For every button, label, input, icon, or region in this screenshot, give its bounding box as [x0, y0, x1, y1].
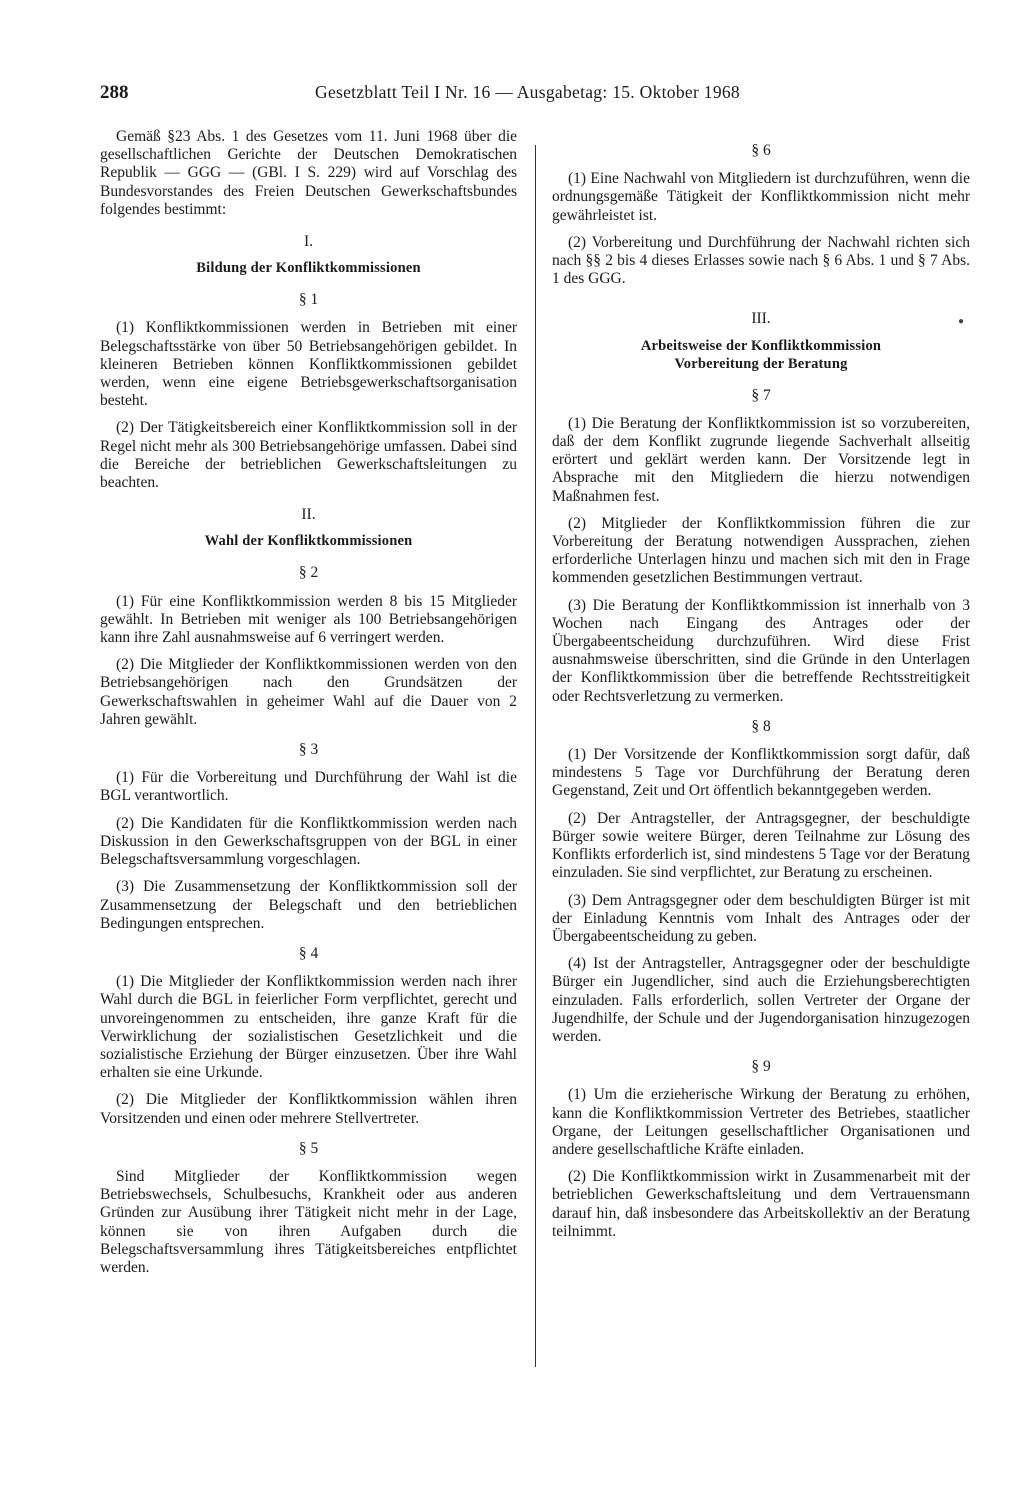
part-subtitle-3: Vorbereitung der Beratung: [674, 355, 848, 372]
section-sign-6: § 6: [751, 142, 771, 159]
part-title-2: Wahl der Konfliktkommissionen: [204, 533, 413, 550]
right-column: [552, 128, 970, 1250]
section-sign-1: § 1: [298, 291, 319, 309]
paragraph: (1) Eine Nachwahl von Mitgliedern ist durchzuführen, wenn die ordnungsgemäße Tätigkeit der Konfliktkommission nicht mehr gewährleistet ist.: [552, 170, 970, 224]
part-numeral-1: I.: [303, 233, 314, 251]
section-sign-4: § 4: [298, 944, 319, 962]
paragraph: (1) Die Beratung der Konfliktkommission ist so vorzubereiten, daß der dem Konflikt zugrunde liegende Sachverhalt allseitig erörtert und geklärt werden kann. Der Vorsitzende legt in Absprache mit den Mitgliedern die hierzu notwendigen Maßnahmen fest.: [552, 414, 970, 505]
paragraph: (2) Die Mitglieder der Konfliktkommission wählen ihren Vorsitzenden und einen oder mehrere Stellvertreter.: [100, 1091, 517, 1127]
paragraph: (1) Die Mitglieder der Konfliktkommission werden nach ihrer Wahl durch die BGL in feierlicher Form verpflichtet, gerecht und unvoreingenommen zu entscheiden, ihre ganze Kraft für die Verwirklichung der sozialistischen Gesetzlichkeit und die sozialistische Erziehung der Bürger einzusetzen. Über ihre Wahl erhalten sie eine Urkunde.: [100, 973, 517, 1082]
paragraph: (2) Die Kandidaten für die Konfliktkommission werden nach Diskussion in den Gewerkschaftsgruppen von der BGL in einer Belegschaftsversammlung vorgeschlagen.: [100, 814, 517, 869]
section-sign-5: § 5: [298, 1139, 319, 1157]
page-number: 288: [100, 82, 129, 103]
part-title-1: Bildung der Konfliktkommissionen: [196, 260, 421, 277]
paragraph: (1) Für die Vorbereitung und Durchführung der Wahl ist die BGL verantwortlich.: [100, 769, 517, 805]
paragraph: (1) Der Vorsitzende der Konfliktkommission sorgt dafür, daß mindestens 5 Tage vor Durchführung der Beratung deren Gegenstand, Zeit und Ort öffentlich bekanntgegeben werden.: [552, 746, 970, 800]
gazette-title: Gesetzblatt Teil I Nr. 16 — Ausgabetag: 15. Oktober 1968: [315, 82, 740, 102]
paragraph: (1) Für eine Konfliktkommission werden 8 bis 15 Mitglieder gewählt. In Betrieben mit weniger als 100 Betriebsangehörigen kann ihre Zahl ausnahmsweise auf 6 verringert werden.: [100, 592, 517, 647]
paragraph: (4) Ist der Antragsteller, Antragsgegner oder der beschuldigte Bürger ein Jugendlicher, sind auch die Erziehungsberechtigten einzuladen. Falls erforderlich, sollen Vertreter der Organe der Jugendhilfe, der Schule und der Jugendorganisation hinzugezogen werden.: [552, 955, 970, 1045]
ink-spot-icon: ●: [958, 316, 965, 327]
part-title-3: Arbeitsweise der Konfliktkommission: [640, 337, 882, 354]
part-numeral-2: II.: [301, 506, 316, 524]
paragraph: Sind Mitglieder der Konfliktkommission wegen Betriebswechsels, Schulbesuchs, Krankheit oder aus anderen Gründen zur Ausübung ihrer Tätigkeit nicht mehr in der Lage, können sie von ihren Aufgaben durch die Belegschaftsversammlung ihres Tätigkeitsbereiches entpflichtet werden.: [100, 1167, 517, 1276]
preamble: Gemäß §23 Abs. 1 des Gesetzes vom 11. Juni 1968 über die gesellschaftlichen Gerichte der Deutschen Demokratischen Republik — GGG — (GBl. I S. 229) wird auf Vorschlag des Bundesvorstandes des Freien Deutschen Gewerkschaftsbundes folgendes bestimmt:: [100, 128, 517, 218]
paragraph: (2) Vorbereitung und Durchführung der Nachwahl richten sich nach §§ 2 bis 4 dieses Erlasses sowie nach § 6 Abs. 1 und § 7 Abs. 1 des GGG.: [552, 233, 970, 288]
section-sign-2: § 2: [298, 564, 319, 582]
part-numeral-3: III.: [751, 310, 771, 328]
paragraph: (3) Die Beratung der Konfliktkommission ist innerhalb von 3 Wochen nach Eingang des Antrages oder der Übergabeentscheidung durchzuführen. Wird diese Frist ausnahmsweise überschritten, sind die Gründe in den Unterlagen der Konfliktkommission über die betreffende Rechtsstreitigkeit oder Rechtsverletzung zu vermerken.: [552, 596, 970, 705]
paragraph: (3) Die Zusammensetzung der Konfliktkommission soll der Zusammensetzung der Belegschaft und den betrieblichen Bedingungen entsprechen.: [100, 878, 517, 932]
paragraph: (2) Der Tätigkeitsbereich einer Konfliktkommission soll in der Regel nicht mehr als 300 Betriebsangehörige umfassen. Dabei sind die Bereiche der betrieblichen Gewerkschaftsleitungen zu beachten.: [100, 419, 517, 492]
paragraph: (1) Konfliktkommissionen werden in Betrieben mit einer Belegschaftsstärke von über 50 Betriebsangehörigen gebildet. In kleineren Betrieben können Konfliktkommissionen gebildet werden, wenn eine eigene Betriebsgewerkschaftsorganisation besteht.: [100, 319, 517, 410]
paragraph: (2) Die Mitglieder der Konfliktkommissionen werden von den Betriebsangehörigen nach den Grundsätzen der Gewerkschaftswahlen in geheimer Wahl auf die Dauer von 2 Jahren gewählt.: [100, 656, 517, 728]
section-sign-3: § 3: [298, 741, 319, 759]
paragraph: (3) Dem Antragsgegner oder dem beschuldigten Bürger ist mit der Einladung Kenntnis vom Inhalt des Antrages oder der Übergabeentscheidung zu geben.: [552, 891, 970, 945]
paragraph: (1) Um die erzieherische Wirkung der Beratung zu erhöhen, kann die Konfliktkommission Vertreter des Betriebes, staatlicher Organe, der Leitungen gesellschaftlicher Organisationen und andere gesellschaftliche Kräfte einladen.: [552, 1086, 970, 1158]
section-sign-9: § 9: [751, 1058, 771, 1076]
page-header: [100, 82, 980, 108]
paragraph: (2) Mitglieder der Konfliktkommission führen die zur Vorbereitung der Beratung notwendigen Aussprachen, ziehen erforderliche Unterlagen hinzu und machen sich mit den in Frage kommenden gesetzlichen Bestimmungen vertraut.: [552, 514, 970, 587]
section-sign-7: § 7: [751, 386, 771, 404]
column-divider: [535, 145, 536, 1367]
paragraph: (2) Die Konfliktkommission wirkt in Zusammenarbeit mit der betrieblichen Gewerkschaftsleitung und dem Vertrauensmann darauf hin, daß insbesondere das Arbeitskollektiv an der Beratung teilnimmt.: [552, 1168, 970, 1240]
left-column: [100, 128, 517, 1286]
paragraph: (2) Der Antragsteller, der Antragsgegner, der beschuldigte Bürger sowie weitere Bürger, deren Teilnahme zur Lösung des Konflikts erforderlich ist, sind mindestens 5 Tage vor der Beratung einzuladen. Sie sind verpflichtet, zur Beratung zu erscheinen.: [552, 809, 970, 882]
section-sign-8: § 8: [751, 717, 771, 735]
